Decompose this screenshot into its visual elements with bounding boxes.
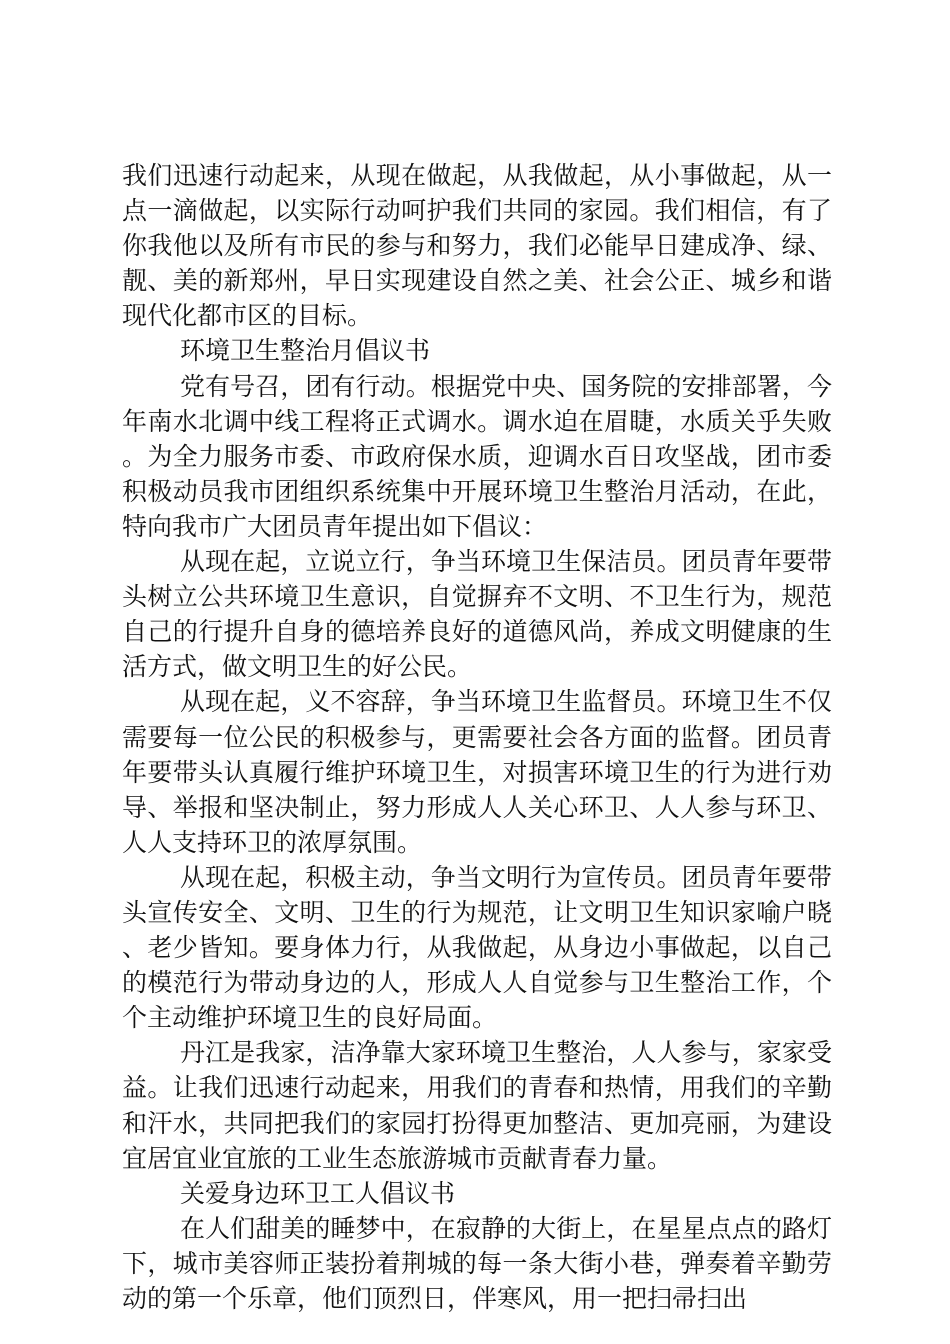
paragraph-supervisor-role: 从现在起，义不容辞，争当环境卫生监督员。环境卫生不仅需要每一位公民的积极参与，更需要社会各方面的监督。团员青年要带头认真履行维护环境卫生，对损害环境卫生的行为进行劝导、举报和坚决制止，努力形成人人关心环卫、人人参与环卫、人人支持环卫的浓厚氛围。: [122, 687, 832, 857]
paragraph-city-beauticians: 在人们甜美的睡梦中，在寂静的大街上，在星星点点的路灯下，城市美容师正装扮着荆城的每一条大街小巷，弹奏着辛勤劳动的第一个乐章，他们顶烈日，伴寒风，用一把扫帚扫出: [122, 1213, 832, 1313]
paragraph-promoter-role: 从现在起，积极主动，争当文明行为宣传员。团员青年要带头宣传安全、文明、卫生的行为规范，让文明卫生知识家喻户晓、老少皆知。要身体力行，从我做起，从身边小事做起，以自己的模范行为带动身边的人，形成人人自觉参与卫生整治工作，个个主动维护环境卫生的良好局面。: [122, 862, 832, 1033]
paragraph-party-call: 党有号召，团有行动。根据党中央、国务院的安排部署，今年南水北调中线工程将正式调水。调水迫在眉睫，水质关乎失败。为全力服务市委、市政府保水质，迎调水百日攻坚战，团市委积极动员我市团组织系统集中开展环境卫生整治月活动，在此，特向我市广大团员青年提出如下倡议：: [122, 371, 832, 541]
paragraph-cleaner-role: 从现在起，立说立行，争当环境卫生保洁员。团员青年要带头树立公共环境卫生意识，自觉摒弃不文明、不卫生行为，规范自己的行提升自身的德培养良好的道德风尚，养成文明健康的生活方式，做文明卫生的好公民。: [122, 547, 832, 682]
heading-sanitation-workers-proposal: 关爱身边环卫工人倡议书: [180, 1178, 456, 1208]
heading-sanitation-month-proposal: 环境卫生整治月倡议书: [180, 336, 431, 366]
paragraph-intro-continuation: 我们迅速行动起来，从现在做起，从我做起，从小事做起，从一点一滴做起，以实际行动呵护我们共同的家园。我们相信，有了你我他以及所有市民的参与和努力，我们必能早日建成净、绿、靓、美的新郑州，早日实现建设自然之美、社会公正、城乡和谐现代化都市区的目标。: [122, 161, 832, 331]
paragraph-danjiang-closing: 丹江是我家，洁净靠大家环境卫生整治，人人参与，家家受益。让我们迅速行动起来，用我们的青春和热情，用我们的辛勤和汗水，共同把我们的家园打扮得更加整洁、更加亮丽，为建设宜居宜业宜旅的工业生态旅游城市贡献青春力量。: [122, 1038, 832, 1173]
document-page: [122, 158, 832, 1316]
